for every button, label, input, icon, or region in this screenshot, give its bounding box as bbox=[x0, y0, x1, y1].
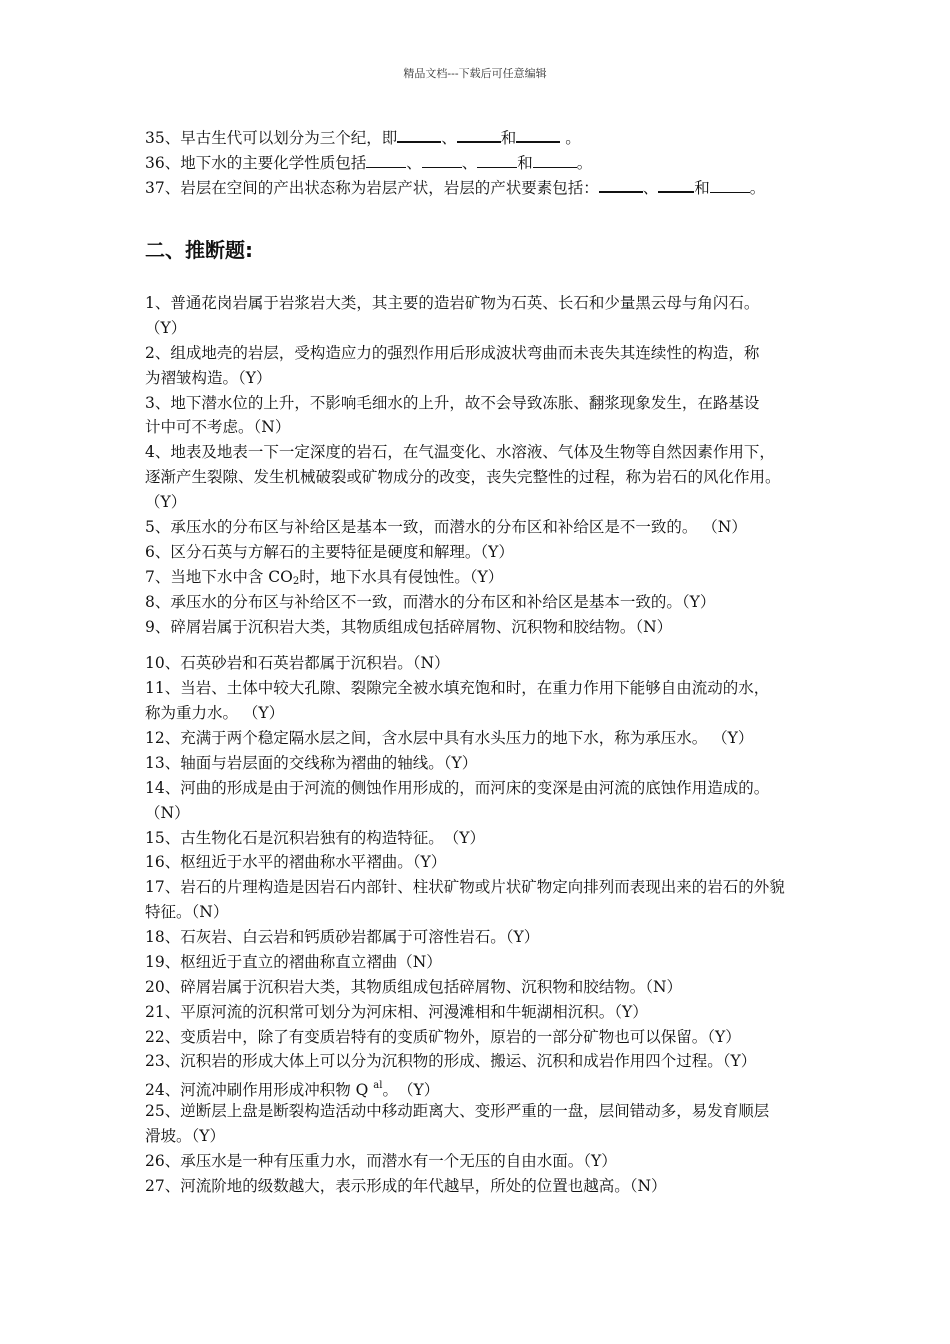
item-12: 12、充满于两个稳定隔水层之间，含水层中具有水头压力的地下水，称为承压水。 （Y） bbox=[145, 729, 754, 747]
item-10: 10、石英砂岩和石英岩都属于沉积岩。（N） bbox=[145, 654, 450, 672]
separator: 、 bbox=[642, 179, 659, 197]
separator: 、 bbox=[461, 154, 478, 172]
separator: 和 bbox=[517, 154, 533, 172]
superscript: al bbox=[373, 1080, 383, 1091]
item-24-text: 24、河流冲刷作用形成冲积物 Q bbox=[145, 1081, 374, 1099]
item-1: 1、普通花岗岩属于岩浆岩大类，其主要的造岩矿物为石英、长石和少量黑云母与角闪石。 bbox=[145, 294, 760, 312]
item-1-cont: （Y） bbox=[145, 319, 187, 337]
question-37-text: 37、岩层在空间的产出状态称为岩层产状，岩层的产状要素包括： bbox=[145, 179, 599, 197]
item-22: 22、变质岩中，除了有变质岩特有的变质矿物外，原岩的一部分矿物也可以保留。（Y） bbox=[145, 1028, 741, 1046]
item-19: 19、枢纽近于直立的褶曲称直立褶曲（N） bbox=[145, 953, 442, 971]
blank bbox=[516, 127, 560, 143]
item-25-cont: 滑坡。（Y） bbox=[145, 1127, 225, 1145]
item-6: 6、区分石英与方解石的主要特征是硬度和解理。（Y） bbox=[145, 543, 514, 561]
separator: 、 bbox=[406, 154, 422, 172]
item-2: 2、组成地壳的岩层，受构造应力的强烈作用后形成波状弯曲而未丧失其连续性的构造，称 bbox=[145, 344, 760, 362]
separator: 和 bbox=[500, 129, 517, 147]
item-17: 17、岩石的片理构造是因岩石内部针、柱状矿物或片状矿物定向排列而表现出来的岩石的外貌 bbox=[145, 878, 785, 896]
blank bbox=[457, 127, 501, 143]
item-7 bbox=[145, 566, 503, 593]
blank bbox=[397, 127, 441, 143]
item-24 bbox=[145, 1075, 439, 1101]
item-2-cont: 为褶皱构造。（Y） bbox=[145, 369, 272, 387]
question-36 bbox=[145, 152, 592, 174]
item-24-text: 。 （Y） bbox=[382, 1081, 440, 1099]
question-35 bbox=[145, 127, 581, 149]
item-4: 4、地表及地表一下一定深度的岩石，在气温变化、水溶液、气体及生物等自然因素作用下， bbox=[145, 443, 775, 461]
blank bbox=[658, 177, 694, 193]
item-4-cont: 逐渐产生裂隙、发生机械破裂或矿物成分的改变，丧失完整性的过程，称为岩石的风化作用。 bbox=[145, 468, 781, 486]
separator: 。 bbox=[576, 154, 593, 172]
blank bbox=[599, 177, 643, 193]
blank bbox=[477, 153, 517, 168]
item-3-cont: 计中可不考虑。（N） bbox=[145, 418, 291, 436]
item-13: 13、轴面与岩层面的交线称为褶曲的轴线。（Y） bbox=[145, 754, 478, 772]
item-14: 14、河曲的形成是由于河流的侧蚀作用形成的，而河床的变深是由河流的底蚀作用造成的。 bbox=[145, 779, 770, 797]
item-20: 20、碎屑岩属于沉积岩大类，其物质组成包括碎屑物、沉积物和胶结物。（N） bbox=[145, 978, 683, 996]
item-11: 11、当岩、土体中较大孔隙、裂隙完全被水填充饱和时，在重力作用下能够自由流动的水， bbox=[145, 679, 770, 697]
blank bbox=[366, 153, 406, 168]
item-21: 21、平原河流的沉积常可划分为河床相、河漫滩相和牛轭湖相沉积。（Y） bbox=[145, 1003, 648, 1021]
question-35-text: 35、早古生代可以划分为三个纪，即 bbox=[145, 129, 398, 147]
separator: 。 bbox=[749, 179, 766, 197]
blank bbox=[422, 153, 462, 168]
item-9: 9、碎屑岩属于沉积岩大类，其物质组成包括碎屑物、沉积物和胶结物。（N） bbox=[145, 618, 673, 636]
blank bbox=[710, 178, 750, 193]
item-16: 16、枢纽近于水平的褶曲称水平褶曲。（Y） bbox=[145, 853, 447, 871]
item-7-text: 时，地下水具有侵蚀性。（Y） bbox=[299, 568, 504, 586]
item-23: 23、沉积岩的形成大体上可以分为沉积物的形成、搬运、沉积和成岩作用四个过程。（Y） bbox=[145, 1052, 757, 1070]
subscript: 2 bbox=[292, 576, 300, 587]
item-4-cont: （Y） bbox=[145, 493, 187, 511]
item-17-cont: 特征。（N） bbox=[145, 903, 229, 921]
item-25: 25、逆断层上盘是断裂构造活动中移动距离大、变形严重的一盘，层间错动多，易发育顺层 bbox=[145, 1102, 770, 1120]
separator: 。 bbox=[560, 129, 581, 147]
separator: 和 bbox=[694, 179, 710, 197]
item-18: 18、石灰岩、白云岩和钙质砂岩都属于可溶性岩石。（Y） bbox=[145, 928, 540, 946]
item-7-text: 7、当地下水中含 CO bbox=[145, 568, 293, 586]
item-3: 3、地下潜水位的上升，不影响毛细水的上升，故不会导致冻胀、翻浆现象发生，在路基设 bbox=[145, 394, 760, 412]
item-5: 5、承压水的分布区与补给区是基本一致，而潜水的分布区和补给区是不一致的。 （N） bbox=[145, 518, 747, 536]
item-27: 27、河流阶地的级数越大，表示形成的年代越早，所处的位置也越高。（N） bbox=[145, 1177, 667, 1195]
separator: 、 bbox=[441, 129, 457, 147]
item-15: 15、古生物化石是沉积岩独有的构造特征。 （Y） bbox=[145, 829, 485, 847]
item-26: 26、承压水是一种有压重力水，而潜水有一个无压的自由水面。（Y） bbox=[145, 1152, 617, 1170]
section-title: 二、推断题: bbox=[145, 238, 253, 262]
item-14-cont: （N） bbox=[145, 804, 190, 822]
question-36-text: 36、地下水的主要化学性质包括 bbox=[145, 154, 367, 172]
blank bbox=[533, 153, 577, 168]
page-header: 精品文档---下载后可任意编辑 bbox=[403, 67, 547, 80]
item-11-cont: 称为重力水。 （Y） bbox=[145, 704, 285, 722]
question-37 bbox=[145, 177, 765, 199]
item-8: 8、承压水的分布区与补给区不一致，而潜水的分布区和补给区是基本一致的。（Y） bbox=[145, 593, 716, 611]
